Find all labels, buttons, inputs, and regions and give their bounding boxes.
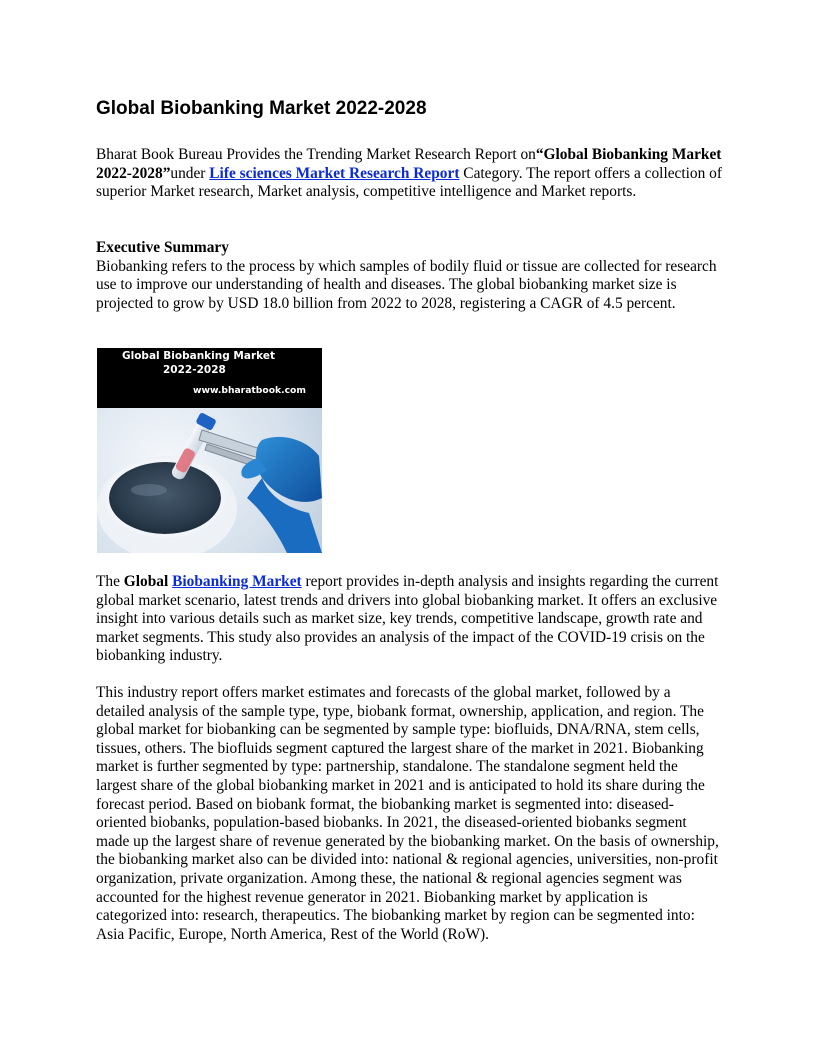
executive-summary-heading: Executive Summary bbox=[96, 239, 229, 256]
report-cover-image bbox=[97, 348, 322, 553]
executive-summary-text: Biobanking refers to the process by which samples of bodily fluid or tissue are collected for research use to improve our understanding of health and diseases. The global biobanking market size is projected to grow by USD 18.0 billion from 2022 to 2028, registering a CAGR of 4.5 percent. bbox=[96, 257, 717, 312]
intro-bold-title: “Global Biobanking Market 2022-2028” bbox=[96, 146, 722, 182]
global-market-paragraph bbox=[96, 573, 722, 666]
intro-suffix: Category. The report offers a collection of superior Market research, Market analysis, competitive intelligence and Market reports. bbox=[96, 164, 722, 201]
global-suffix: report provides in-depth analysis and insights regarding the current global market scenario, latest trends and drivers into global biobanking market. It offers an exclusive insight into various details such as market size, key trends, competitive landscape, growth rate and market segments. This study also provides an analysis of the impact of the COVID-19 crisis on the biobanking industry. bbox=[96, 573, 719, 665]
cover-title-line2: 2022-2028 bbox=[163, 364, 226, 376]
intro-under: under bbox=[170, 164, 210, 182]
cover-title-line1: Global Biobanking Market bbox=[122, 350, 275, 362]
global-bold: Global bbox=[123, 573, 169, 590]
page-title: Global Biobanking Market 2022-2028 bbox=[96, 98, 427, 119]
intro-paragraph bbox=[96, 146, 722, 202]
life-sciences-report-link[interactable]: Life sciences Market Research Report bbox=[209, 164, 460, 182]
cover-website-url: www.bharatbook.com bbox=[193, 385, 306, 396]
industry-report-paragraph: This industry report offers market estimates and forecasts of the global market, followed by a detailed analysis of the sample type, type, biobank format, ownership, application, and region. The global market for biobanking can be segmented by sample type: biofluids, DNA/RNA, stem cells, tissues, others. The biofluids segment captured the largest share of the market in 2021. Biobanking market is further segmented by type: partnership, standalone. The standalone segment held the largest share of the global biobanking market in 2021 and is anticipated to hold its share during the forecast period. Based on biobank format, the biobanking market is segmented into: diseased-oriented biobanks, population-based biobanks. In 2021, the diseased-oriented biobanks segment made up the largest share of revenue generated by the biobanking market. On the basis of ownership, the biobanking market also can be divided into: national & regional agencies, universities, non-profit organization, private organization. Among these, the national & regional agencies segment was accounted for the highest revenue generator in 2021. Biobanking market by application is categorized into: research, therapeutics. The biobanking market by region can be segmented into: Asia Pacific, Europe, North America, Rest of the World (RoW). bbox=[96, 684, 719, 943]
biobanking-market-link[interactable]: Biobanking Market bbox=[172, 573, 302, 590]
intro-prefix: Bharat Book Bureau Provides the Trending Market Research Report on bbox=[96, 146, 536, 163]
executive-summary-section bbox=[96, 239, 722, 313]
global-prefix: The bbox=[96, 573, 124, 590]
